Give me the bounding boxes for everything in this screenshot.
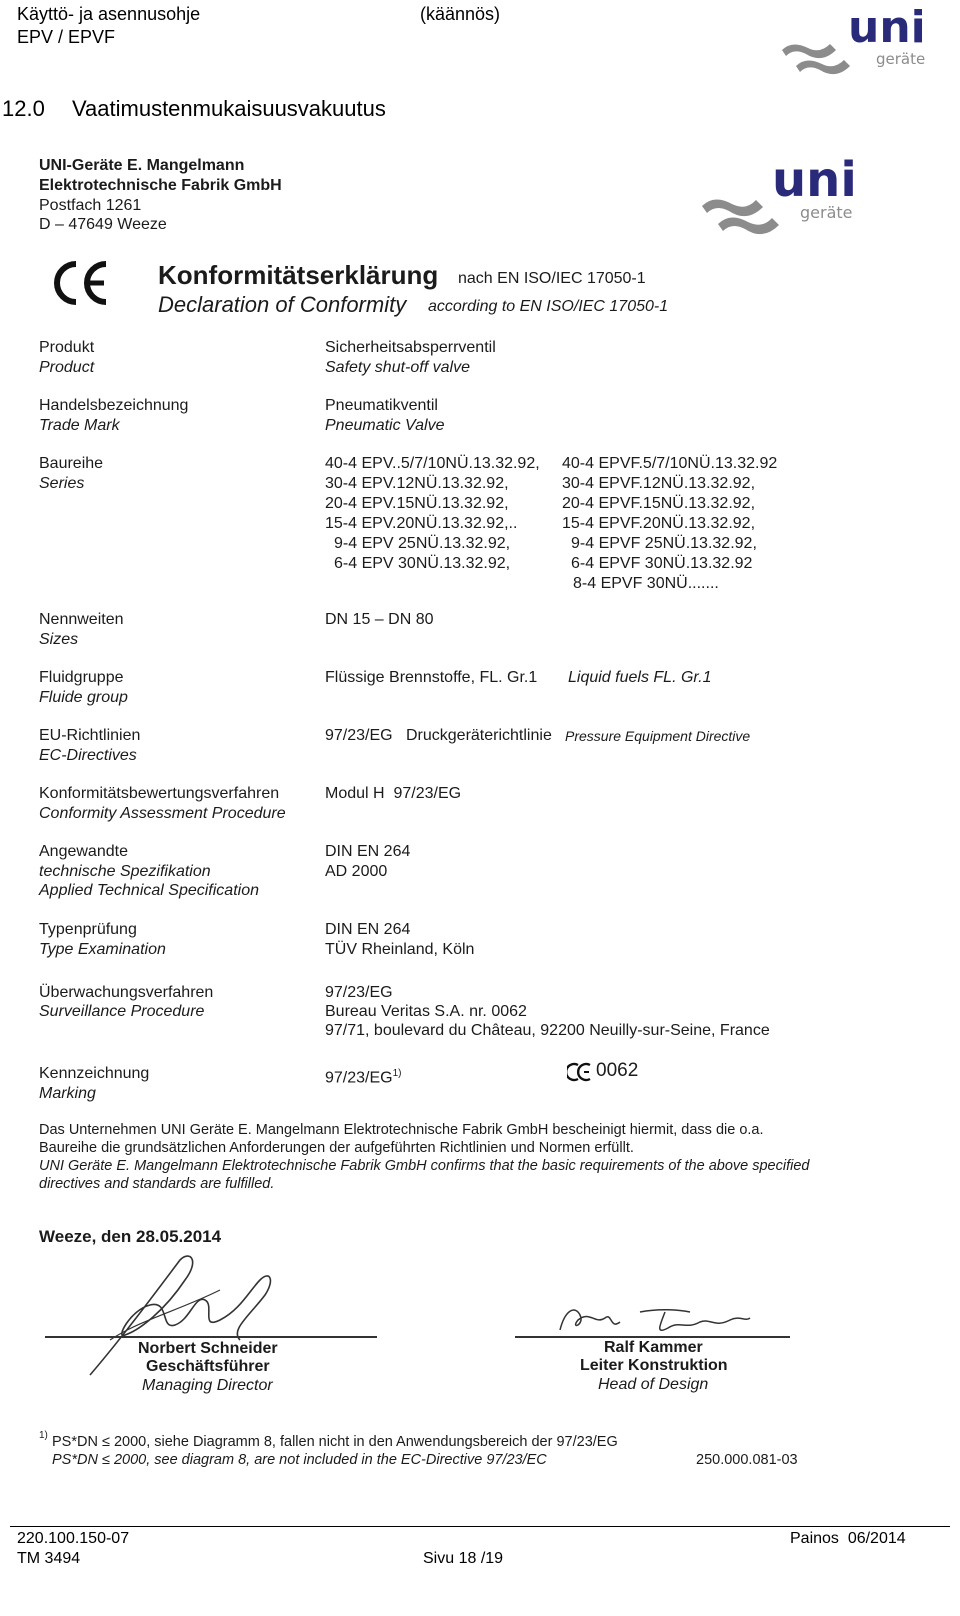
- svg-text:uni: uni: [848, 2, 926, 53]
- series-item: 20-4 EPV.15NÜ.13.32.92,: [325, 495, 509, 512]
- series-list-epv: [325, 454, 540, 574]
- statement-en-2: directives and standards are fulfilled.: [39, 1176, 275, 1192]
- product-value-en: Safety shut-off valve: [325, 359, 470, 376]
- typeexam-label-en: Type Examination: [39, 941, 166, 958]
- uni-logo: [778, 2, 928, 80]
- spec-label-line2: technische Spezifikation: [39, 863, 211, 880]
- marking-label-de: Kennzeichnung: [39, 1065, 150, 1082]
- product-value-de: Sicherheitsabsperrventil: [325, 339, 496, 356]
- section-title: Vaatimustenmukaisuusvakuutus: [72, 96, 386, 121]
- footer-divider: [10, 1526, 950, 1527]
- signature-line-1: [45, 1336, 377, 1338]
- company-city: D – 47649 Weeze: [39, 216, 167, 233]
- statement-de-2: Baureihe die grundsätzlichen Anforderungen der aufgeführten Richtlinien und Normen erfüllt.: [39, 1140, 634, 1156]
- trademark-label-en: Trade Mark: [39, 417, 120, 434]
- series-item: 15-4 EPV.20NÜ.13.32.92,..: [325, 515, 518, 532]
- svg-text:geräte: geräte: [876, 50, 926, 68]
- product-label-en: Product: [39, 359, 95, 376]
- fluid-value-en: Liquid fuels FL. Gr.1: [568, 669, 712, 686]
- series-label-de: Baureihe: [39, 455, 104, 472]
- surveillance-value2: Bureau Veritas S.A. nr. 0062: [325, 1003, 527, 1020]
- fluid-value-de: Flüssige Brennstoffe, FL. Gr.1: [325, 669, 538, 686]
- footer-edition: Painos 06/2014: [790, 1530, 906, 1547]
- directives-label-en: EC-Directives: [39, 747, 137, 764]
- signer1-name: Norbert Schneider: [138, 1340, 278, 1357]
- assessment-value: Modul H 97/23/EG: [325, 785, 462, 802]
- company-name: UNI-Geräte E. Mangelmann: [39, 157, 245, 174]
- series-item: 15-4 EPVF.20NÜ.13.32.92,: [562, 515, 756, 532]
- series-item: 8-4 EPVF 30NÜ.......: [573, 575, 719, 592]
- footnote-de: PS*DN ≤ 2000, siehe Diagramm 8, fallen nicht in den Anwendungsbereich der 97/23/EG: [52, 1434, 618, 1450]
- signature-line-2: [515, 1336, 790, 1338]
- company-line2: Elektrotechnische Fabrik GmbH: [39, 177, 282, 194]
- fluid-label-en: Fluide group: [39, 689, 128, 706]
- surveillance-label-en: Surveillance Procedure: [39, 1003, 205, 1020]
- signer1-role-de: Geschäftsführer: [146, 1358, 270, 1375]
- section-number: 12.0: [2, 96, 45, 121]
- directives-label-de: EU-Richtlinien: [39, 727, 141, 744]
- footer-tm: TM 3494: [17, 1550, 81, 1567]
- sizes-label-en: Sizes: [39, 631, 79, 648]
- ce-small-icon: [567, 1062, 593, 1087]
- directives-value-en: Pressure Equipment Directive: [565, 728, 751, 744]
- manual-title: Käyttö- ja asennusohje: [17, 4, 201, 24]
- certificate-uni-logo: [700, 150, 860, 238]
- signer2-role-de: Leiter Konstruktion: [580, 1357, 728, 1374]
- footer-page-number: Sivu 18 /19: [423, 1550, 504, 1567]
- spec-label-line3: Applied Technical Specification: [39, 882, 259, 899]
- spec-label-line1: Angewandte: [39, 843, 128, 860]
- series-item: 30-4 EPVF.12NÜ.13.32.92,: [562, 475, 756, 492]
- cert-title-de: Konformitätserklärung: [158, 260, 439, 290]
- series-item: 30-4 EPV.12NÜ.13.32.92,: [325, 475, 509, 492]
- typeexam-value2: TÜV Rheinland, Köln: [325, 941, 475, 958]
- statement-en-1: UNI Geräte E. Mangelmann Elektrotechnische Fabrik GmbH confirms that the basic requirements of the above specified: [39, 1158, 810, 1174]
- series-item: 6-4 EPVF 30NÜ.13.32.92: [571, 555, 753, 572]
- trademark-value-de: Pneumatikventil: [325, 397, 438, 414]
- certificate-doc-number: 250.000.081-03: [696, 1452, 798, 1468]
- typeexam-value1: DIN EN 264: [325, 921, 411, 938]
- footnote-marker: 1): [39, 1430, 48, 1441]
- trademark-value-en: Pneumatic Valve: [325, 417, 445, 434]
- cert-title-en: Declaration of Conformity: [158, 292, 407, 317]
- series-list-epvf: [562, 454, 777, 594]
- translation-note: (käännös): [420, 4, 501, 24]
- signer1-role-en: Managing Director: [142, 1377, 273, 1394]
- marking-label-en: Marking: [39, 1085, 96, 1102]
- spec-value2: AD 2000: [325, 863, 388, 880]
- statement-de-1: Das Unternehmen UNI Geräte E. Mangelmann Elektrotechnische Fabrik GmbH bescheinigt hiermit, dass die o.a.: [39, 1122, 764, 1138]
- footer-doc-code: 220.100.150-07: [17, 1530, 130, 1547]
- signer2-role-en: Head of Design: [598, 1376, 709, 1393]
- series-item: 6-4 EPV 30NÜ.13.32.92,: [334, 555, 511, 572]
- marking-value: 97/23/EG$^{1)}$: [325, 1068, 402, 1087]
- directives-value-de: Druckgeräterichtlinie: [406, 727, 552, 744]
- cert-title-en-suffix: according to EN ISO/IEC 17050-1: [428, 298, 669, 315]
- company-postbox: Postfach 1261: [39, 197, 142, 214]
- footnote-en: PS*DN ≤ 2000, see diagram 8, are not included in the EC-Directive 97/23/EC: [52, 1452, 547, 1468]
- assessment-label-de: Konformitätsbewertungsverfahren: [39, 785, 280, 802]
- ce-mark-icon: [50, 258, 112, 313]
- surveillance-value3: 97/71, boulevard du Château, 92200 Neuilly-sur-Seine, France: [325, 1022, 770, 1039]
- typeexam-label-de: Typenprüfung: [39, 921, 137, 938]
- series-label-en: Series: [39, 475, 85, 492]
- signer2-name: Ralf Kammer: [604, 1339, 703, 1356]
- manual-subtitle: EPV / EPVF: [17, 27, 116, 47]
- cert-title-de-suffix: nach EN ISO/IEC 17050-1: [458, 270, 646, 287]
- directives-code: 97/23/EG: [325, 727, 393, 744]
- series-item: 9-4 EPV 25NÜ.13.32.92,: [334, 535, 511, 552]
- series-item: 40-4 EPVF.5/7/10NÜ.13.32.92: [562, 455, 778, 472]
- place-date: Weeze, den 28.05.2014: [39, 1227, 222, 1246]
- trademark-label-de: Handelsbezeichnung: [39, 397, 189, 414]
- series-item: 9-4 EPVF 25NÜ.13.32.92,: [571, 535, 757, 552]
- assessment-label-en: Conformity Assessment Procedure: [39, 805, 286, 822]
- svg-text:uni: uni: [772, 152, 857, 208]
- surveillance-value1: 97/23/EG: [325, 984, 393, 1001]
- series-item: 20-4 EPVF.15NÜ.13.32.92,: [562, 495, 756, 512]
- product-label-de: Produkt: [39, 339, 95, 356]
- sizes-label-de: Nennweiten: [39, 611, 124, 628]
- fluid-label-de: Fluidgruppe: [39, 669, 124, 686]
- series-item: 40-4 EPV..5/7/10NÜ.13.32.92,: [325, 455, 540, 472]
- svg-text:geräte: geräte: [800, 203, 853, 222]
- sizes-value: DN 15 – DN 80: [325, 611, 434, 628]
- spec-value1: DIN EN 264: [325, 843, 411, 860]
- ce-number: 0062: [596, 1060, 639, 1081]
- surveillance-label-de: Überwachungsverfahren: [39, 984, 214, 1001]
